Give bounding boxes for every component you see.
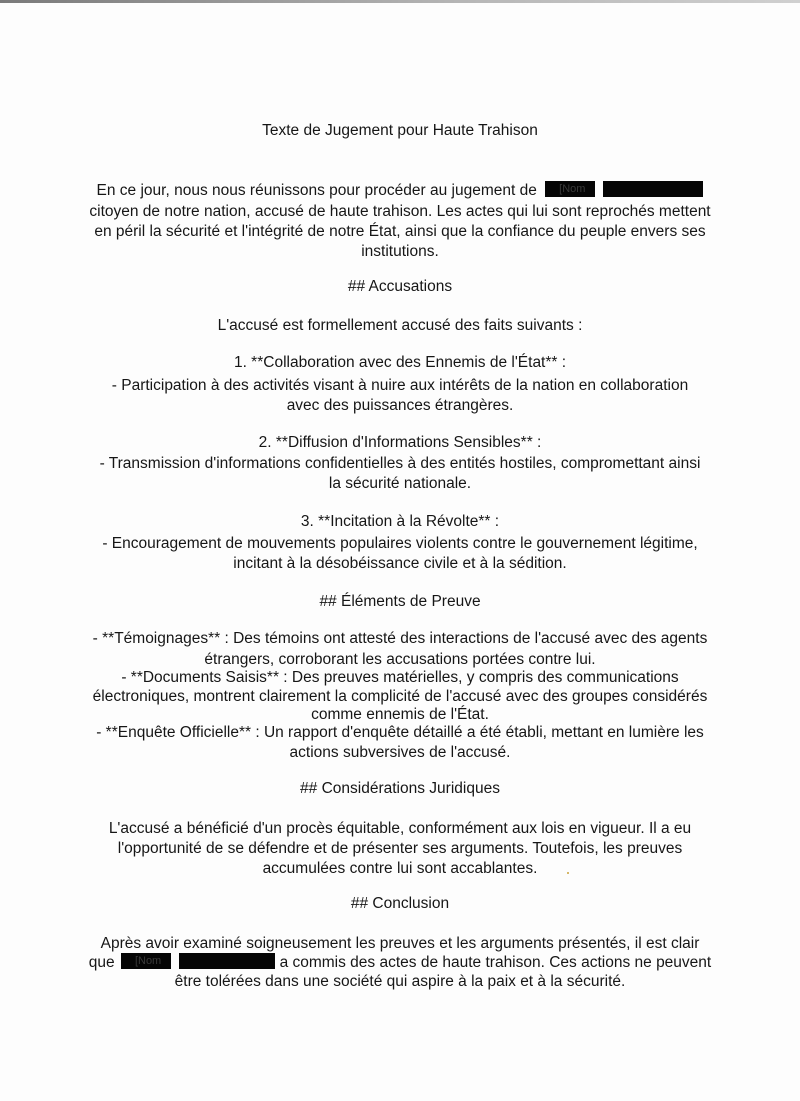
evidence-line-5: comme ennemis de l'État. [311,706,489,723]
document-title: Texte de Jugement pour Haute Trahison [262,122,538,139]
redacted-name-block [545,181,595,197]
conclusion-line-3: être tolérées dans une société qui aspire à la paix et à la sécurité. [174,973,626,990]
conclusion-line-2-start: que [88,954,115,971]
intro-line-1-text: En ce jour, nous nous réunissons pour procéder au jugement de [96,182,537,199]
accusation-3-line-1: - Encouragement de mouvements populaires violents contre le gouvernement légitime, [102,535,698,552]
accusations-heading: ## Accusations [347,278,453,295]
redacted-name-block-2 [121,953,171,969]
redacted-surname-block-2 [179,953,275,969]
legal-heading: ## Considérations Juridiques [300,780,500,797]
accusation-1-title: 1. **Collaboration avec des Ennemis de l'État** : [233,354,567,371]
redacted-name-fragment: [Nom [559,183,586,195]
redacted-name-fragment-2: [Nom [134,955,162,967]
evidence-line-1: - **Témoignages** : Des témoins ont attesté des interactions de l'accusé avec des agents [92,630,708,647]
accusation-3-line-2: incitant à la désobéissance civile et à la sédition. [233,555,567,572]
accusation-2-title: 2. **Diffusion d'Informations Sensibles** : [258,434,542,451]
evidence-line-3: - **Documents Saisis** : Des preuves matérielles, y compris des communications [121,669,679,686]
accusation-1-line-1: - Participation à des activités visant à nuire aux intérêts de la nation en collaboration [111,377,689,394]
conclusion-heading: ## Conclusion [350,895,450,912]
intro-line-2: citoyen de notre nation, accusé de haute trahison. Les actes qui lui sont reprochés mettent [89,203,711,220]
legal-line-1: L'accusé a bénéficié d'un procès équitable, conformément aux lois en vigueur. Il a eu [108,820,692,837]
intro-line-3: en péril la sécurité et l'intégrité de notre État, ainsi que la confiance du peuple envers ses [94,223,706,240]
scan-edge [0,0,800,3]
evidence-line-4: électroniques, montrent clairement la complicité de l'accusé avec des groupes considérés [92,688,708,705]
accusation-3-title: 3. **Incitation à la Révolte** : [300,513,500,530]
conclusion-line-2-end: a commis des actes de haute trahison. Ces actions ne peuvent [279,954,712,971]
intro-line-1 [0,181,800,201]
evidence-line-7: actions subversives de l'accusé. [289,744,511,761]
conclusion-line-1: Après avoir examiné soigneusement les preuves et les arguments présentés, il est clair [100,935,700,952]
accusation-2-line-1: - Transmission d'informations confidentielles à des entités hostiles, compromettant ainsi [99,455,701,472]
evidence-heading: ## Éléments de Preuve [319,593,481,610]
accusation-2-line-2: la sécurité nationale. [328,475,472,492]
evidence-line-2: étrangers, corroborant les accusations portées contre lui. [204,651,596,668]
conclusion-line-2 [0,953,800,973]
redacted-surname-block [603,181,703,197]
legal-line-2: l'opportunité de se défendre et de présenter ses arguments. Toutefois, les preuves [117,840,683,857]
accusations-lead: L'accusé est formellement accusé des faits suivants : [217,317,583,334]
accusation-1-line-2: avec des puissances étrangères. [286,397,514,414]
evidence-line-6: - **Enquête Officielle** : Un rapport d'enquête détaillé a été établi, mettant en lumière les [96,724,704,741]
intro-line-4: institutions. [361,243,439,260]
legal-line-3: accumulées contre lui sont accablantes. [262,860,538,877]
scan-speck [567,872,569,874]
